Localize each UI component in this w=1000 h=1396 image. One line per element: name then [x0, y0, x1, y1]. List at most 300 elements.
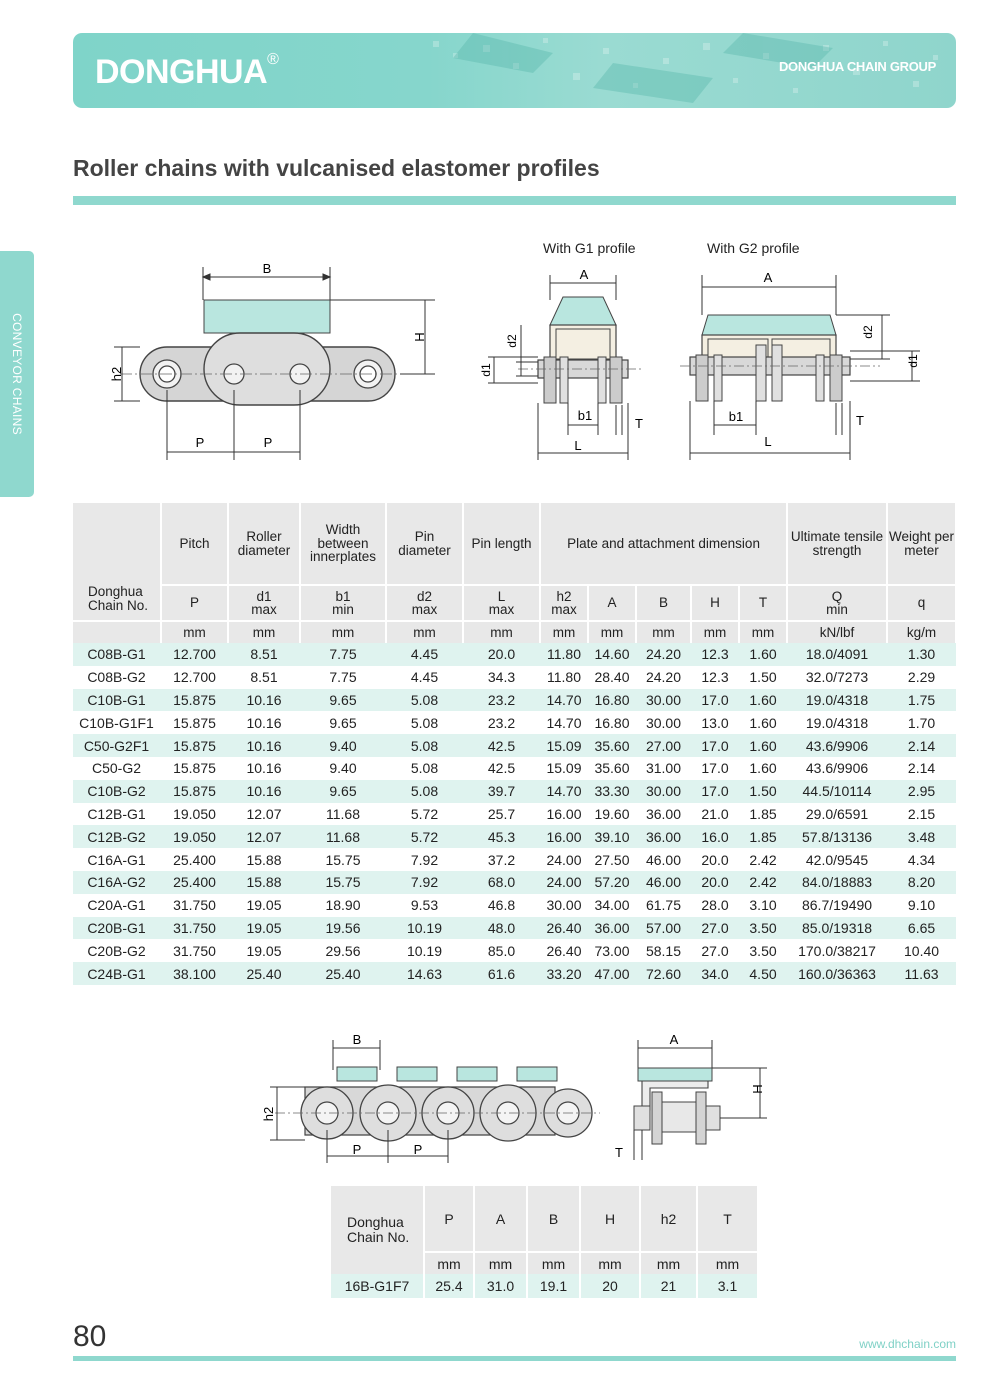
dim-P-label-2: P	[263, 435, 273, 450]
table-cell: 33.30	[588, 780, 636, 803]
table-row	[73, 962, 956, 985]
f7-unit: mm	[424, 1252, 474, 1274]
table-cell: 17.0	[691, 780, 739, 803]
g1-dim-d2: d2	[505, 334, 519, 348]
table-cell: 1.85	[739, 803, 787, 826]
table-cell: 9.65	[300, 711, 386, 734]
table-cell: 5.72	[386, 825, 463, 848]
chain-no-cell: C20B-G1	[73, 917, 161, 940]
col-roller: Roller diameter	[228, 503, 300, 585]
unit-cell: kN/lbf	[787, 621, 887, 643]
table-cell: 30.00	[636, 689, 691, 712]
f7-dim-H: H	[750, 1084, 765, 1094]
f7-spec-table	[331, 1186, 759, 1298]
unit-cell: mm	[540, 621, 588, 643]
table-cell: 10.16	[228, 780, 300, 803]
g2-dim-A: A	[763, 270, 773, 285]
table-cell: 31.00	[636, 757, 691, 780]
table-row	[73, 689, 956, 712]
table-cell: 27.0	[691, 917, 739, 940]
col-pitch: Pitch	[161, 503, 228, 585]
table-cell: 24.20	[636, 666, 691, 689]
table-cell: 15.75	[300, 848, 386, 871]
table-cell: 12.3	[691, 666, 739, 689]
col-weight: Weight per meter	[887, 503, 956, 585]
table-cell: 20.0	[463, 643, 540, 666]
table-cell: 26.40	[540, 939, 588, 962]
table-cell: 5.08	[386, 711, 463, 734]
chain-no-cell: C20A-G1	[73, 894, 161, 917]
table-cell: 44.5/10114	[787, 780, 887, 803]
figure-g1-section	[478, 265, 648, 465]
f7-unit: mm	[474, 1252, 527, 1274]
sym-H: H	[691, 585, 739, 621]
f7-dim-P-2: P	[413, 1142, 423, 1157]
chain-no-cell: C08B-G1	[73, 643, 161, 666]
table-cell: 19.60	[588, 803, 636, 826]
title-divider	[73, 196, 956, 205]
table-cell: 15.875	[161, 780, 228, 803]
table-cell: 28.0	[691, 894, 739, 917]
chain-no-cell: C20B-G2	[73, 939, 161, 962]
table-cell: 17.0	[691, 689, 739, 712]
table-cell: 16.00	[540, 803, 588, 826]
table-cell: 38.100	[161, 962, 228, 985]
g2-dim-T: T	[856, 413, 864, 428]
g1-dim-T: T	[635, 416, 643, 431]
table-cell: 1.30	[887, 643, 956, 666]
table-cell: 26.40	[540, 917, 588, 940]
table-cell: 15.875	[161, 734, 228, 757]
f7-unit: mm	[527, 1252, 580, 1274]
table-cell: 25.7	[463, 803, 540, 826]
table-cell: 21	[640, 1274, 697, 1298]
table-cell: 1.50	[739, 666, 787, 689]
table-cell: 20.0	[691, 871, 739, 894]
table-row	[73, 734, 956, 757]
table-cell: 19.05	[228, 894, 300, 917]
table-cell: 12.700	[161, 666, 228, 689]
table-cell: 18.0/4091	[787, 643, 887, 666]
table-cell: 17.0	[691, 734, 739, 757]
inner-plate	[204, 333, 330, 405]
dim-H-label: H	[412, 332, 427, 342]
table-cell: 23.2	[463, 689, 540, 712]
dim-P-label-1: P	[195, 435, 205, 450]
unit-cell: mm	[386, 621, 463, 643]
f7-dim-h2: h2	[261, 1106, 276, 1122]
table-cell: 72.60	[636, 962, 691, 985]
table-cell: 73.00	[588, 939, 636, 962]
page-number: 80	[73, 1320, 107, 1353]
table-cell: 8.51	[228, 643, 300, 666]
table-cell: 16.0	[691, 825, 739, 848]
col-pin-dia: Pin diameter	[386, 503, 463, 585]
sym-L: L max	[463, 585, 540, 621]
f7-col-T: T	[697, 1186, 758, 1252]
table-cell: 24.20	[636, 643, 691, 666]
table-cell: 14.63	[386, 962, 463, 985]
table-cell: 160.0/36363	[787, 962, 887, 985]
table-cell: 9.40	[300, 734, 386, 757]
table-cell: 2.42	[739, 848, 787, 871]
table-cell: 10.16	[228, 689, 300, 712]
table-cell: 11.80	[540, 666, 588, 689]
table-cell: 35.60	[588, 757, 636, 780]
unit-cell: mm	[691, 621, 739, 643]
table-cell: 1.60	[739, 711, 787, 734]
table-cell: 37.2	[463, 848, 540, 871]
table-cell: 3.1	[697, 1274, 758, 1298]
table-cell: 4.34	[887, 848, 956, 871]
table-cell: 13.0	[691, 711, 739, 734]
table-cell: 14.70	[540, 711, 588, 734]
table-cell: 10.40	[887, 939, 956, 962]
table-row	[73, 825, 956, 848]
table-cell: 19.1	[527, 1274, 580, 1298]
table-cell: 15.09	[540, 734, 588, 757]
g2-dim-L: L	[764, 434, 772, 449]
table-cell: 36.00	[636, 825, 691, 848]
unit-cell: mm	[739, 621, 787, 643]
f7-dim-T: T	[615, 1145, 623, 1160]
table-row	[73, 780, 956, 803]
table-cell: 5.08	[386, 689, 463, 712]
chain-no-cell: C50-G2F1	[73, 734, 161, 757]
chain-no-cell: C24B-G1	[73, 962, 161, 985]
table-cell: 2.14	[887, 734, 956, 757]
elastomer-profile	[204, 300, 330, 333]
table-cell: 11.80	[540, 643, 588, 666]
chain-no-cell: C10B-G1	[73, 689, 161, 712]
table-row	[331, 1274, 758, 1298]
col-uts: Ultimate tensile strength	[787, 503, 887, 585]
f7-col-chain-no: Donghua Chain No.	[331, 1186, 424, 1274]
table-cell: 24.00	[540, 848, 588, 871]
unit-blank	[73, 621, 161, 643]
table-cell: 1.70	[887, 711, 956, 734]
table-cell: 3.50	[739, 939, 787, 962]
unit-cell: mm	[161, 621, 228, 643]
table-cell: 3.48	[887, 825, 956, 848]
unit-cell: mm	[588, 621, 636, 643]
table-cell: 5.08	[386, 780, 463, 803]
table-cell: 31.750	[161, 917, 228, 940]
table-cell: 8.51	[228, 666, 300, 689]
table-cell: 14.70	[540, 780, 588, 803]
dim-B-label: B	[262, 261, 272, 276]
f7-col-H: H	[580, 1186, 640, 1252]
table-cell: 34.0	[691, 962, 739, 985]
table-cell: 39.7	[463, 780, 540, 803]
table-cell: 30.00	[540, 894, 588, 917]
table-cell: 15.75	[300, 871, 386, 894]
col-pin-len: Pin length	[463, 503, 540, 585]
unit-cell: mm	[300, 621, 386, 643]
table-cell: 36.00	[636, 803, 691, 826]
f7-unit: mm	[580, 1252, 640, 1274]
f7-dim-P-1: P	[352, 1142, 362, 1157]
table-cell: 4.45	[386, 643, 463, 666]
table-cell: 2.29	[887, 666, 956, 689]
table-cell: 48.0	[463, 917, 540, 940]
table-cell: 57.00	[636, 917, 691, 940]
table-cell: 12.07	[228, 825, 300, 848]
chain-spec-rows	[73, 643, 956, 985]
table-cell: 15.875	[161, 757, 228, 780]
table-cell: 15.875	[161, 711, 228, 734]
table-cell: 11.68	[300, 825, 386, 848]
f7-dim-B: B	[352, 1032, 362, 1047]
table-cell: 25.400	[161, 848, 228, 871]
table-cell: 31.750	[161, 939, 228, 962]
f7-col-A: A	[474, 1186, 527, 1252]
table-cell: 18.90	[300, 894, 386, 917]
table-cell: 16.80	[588, 689, 636, 712]
table-cell: 42.5	[463, 734, 540, 757]
table-cell: 30.00	[636, 780, 691, 803]
table-cell: 43.6/9906	[787, 734, 887, 757]
sym-A: A	[588, 585, 636, 621]
table-cell: 45.3	[463, 825, 540, 848]
table-cell: 10.16	[228, 734, 300, 757]
table-cell: 16.00	[540, 825, 588, 848]
table-cell: 25.40	[228, 962, 300, 985]
table-cell: 24.00	[540, 871, 588, 894]
table-row	[73, 848, 956, 871]
table-cell: 25.4	[424, 1274, 474, 1298]
table-cell: 42.5	[463, 757, 540, 780]
g2-dim-d1: d1	[906, 354, 920, 368]
table-cell: 15.88	[228, 871, 300, 894]
table-cell: 20.0	[691, 848, 739, 871]
f7-col-h2: h2	[640, 1186, 697, 1252]
sym-B: B	[636, 585, 691, 621]
table-row	[73, 711, 956, 734]
table-cell: 9.65	[300, 780, 386, 803]
table-cell: 7.92	[386, 871, 463, 894]
table-cell: 9.40	[300, 757, 386, 780]
table-cell: 1.60	[739, 757, 787, 780]
table-cell: 7.92	[386, 848, 463, 871]
table-cell: 10.19	[386, 939, 463, 962]
table-cell: 28.40	[588, 666, 636, 689]
table-cell: 6.65	[887, 917, 956, 940]
table-row	[73, 803, 956, 826]
table-cell: 19.05	[228, 939, 300, 962]
figure-f7-side-view	[255, 1030, 600, 1165]
chain-no-cell: C16A-G2	[73, 871, 161, 894]
table-cell: 21.0	[691, 803, 739, 826]
table-cell: 15.875	[161, 689, 228, 712]
dim-h2-label: h2	[109, 366, 124, 382]
table-cell: 19.0/4318	[787, 711, 887, 734]
table-cell: 68.0	[463, 871, 540, 894]
table-cell: 16B-G1F7	[331, 1274, 424, 1298]
chain-no-cell: C12B-G1	[73, 803, 161, 826]
g2-profile-label: With G2 profile	[707, 240, 800, 256]
g1-dim-b1: b1	[577, 408, 593, 423]
table-cell: 19.05	[228, 917, 300, 940]
table-cell: 36.00	[588, 917, 636, 940]
group-name: DONGHUA CHAIN GROUP	[778, 59, 936, 74]
table-cell: 32.0/7273	[787, 666, 887, 689]
chain-no-cell: C10B-G2	[73, 780, 161, 803]
table-row	[73, 757, 956, 780]
table-cell: 4.50	[739, 962, 787, 985]
table-cell: 42.0/9545	[787, 848, 887, 871]
table-row	[73, 643, 956, 666]
col-plate: Plate and attachment dimension	[540, 503, 787, 585]
table-cell: 4.45	[386, 666, 463, 689]
table-cell: 3.10	[739, 894, 787, 917]
g2-dim-b1: b1	[728, 409, 744, 424]
chain-spec-table	[73, 503, 957, 985]
table-cell: 15.88	[228, 848, 300, 871]
table-cell: 10.19	[386, 917, 463, 940]
f7-col-B: B	[527, 1186, 580, 1252]
f7-dim-A: A	[669, 1032, 679, 1047]
table-cell: 11.63	[887, 962, 956, 985]
table-cell: 5.08	[386, 734, 463, 757]
table-cell: 1.50	[739, 780, 787, 803]
table-cell: 10.16	[228, 711, 300, 734]
table-cell: 58.15	[636, 939, 691, 962]
table-cell: 5.08	[386, 757, 463, 780]
figure-f7-front-view	[612, 1030, 782, 1165]
table-cell: 31.750	[161, 894, 228, 917]
sym-b1: b1 min	[300, 585, 386, 621]
table-cell: 9.10	[887, 894, 956, 917]
table-cell: 43.6/9906	[787, 757, 887, 780]
table-cell: 5.72	[386, 803, 463, 826]
table-cell: 46.00	[636, 848, 691, 871]
table-cell: 2.42	[739, 871, 787, 894]
brand-logo: DONGHUA®	[95, 51, 279, 91]
f7-unit: mm	[640, 1252, 697, 1274]
sym-h2: h2 max	[540, 585, 588, 621]
g1-dim-A: A	[579, 267, 589, 282]
g1-dim-d1: d1	[479, 363, 493, 377]
units-row	[73, 621, 956, 643]
sym-T: T	[739, 585, 787, 621]
unit-cell: mm	[636, 621, 691, 643]
table-cell: 2.95	[887, 780, 956, 803]
sym-P: P	[161, 585, 228, 621]
table-cell: 1.75	[887, 689, 956, 712]
table-cell: 8.20	[887, 871, 956, 894]
chain-no-cell: C10B-G1F1	[73, 711, 161, 734]
table-cell: 31.0	[474, 1274, 527, 1298]
table-cell: 2.14	[887, 757, 956, 780]
col-chain-no: Donghua Chain No.	[73, 503, 161, 621]
f7-col-P: P	[424, 1186, 474, 1252]
table-cell: 9.53	[386, 894, 463, 917]
table-cell: 14.70	[540, 689, 588, 712]
table-cell: 25.400	[161, 871, 228, 894]
table-cell: 170.0/38217	[787, 939, 887, 962]
table-cell: 46.8	[463, 894, 540, 917]
table-cell: 19.050	[161, 825, 228, 848]
table-cell: 10.16	[228, 757, 300, 780]
f7-unit: mm	[697, 1252, 758, 1274]
figure-g2-section	[680, 265, 925, 465]
table-cell: 2.15	[887, 803, 956, 826]
section-tab-label: CONVEYOR CHAINS	[10, 313, 24, 435]
table-cell: 20	[580, 1274, 640, 1298]
table-cell: 34.3	[463, 666, 540, 689]
table-cell: 61.6	[463, 962, 540, 985]
table-cell: 19.0/4318	[787, 689, 887, 712]
table-cell: 1.85	[739, 825, 787, 848]
section-tab	[0, 251, 34, 497]
unit-cell: mm	[463, 621, 540, 643]
sym-d2: d2 max	[386, 585, 463, 621]
table-row	[73, 871, 956, 894]
table-cell: 46.00	[636, 871, 691, 894]
table-cell: 7.75	[300, 666, 386, 689]
table-cell: 57.8/13136	[787, 825, 887, 848]
table-cell: 30.00	[636, 711, 691, 734]
table-cell: 3.50	[739, 917, 787, 940]
table-cell: 12.07	[228, 803, 300, 826]
table-cell: 57.20	[588, 871, 636, 894]
table-row	[73, 666, 956, 689]
g2-dim-d2: d2	[861, 325, 875, 339]
g1-dim-L: L	[574, 438, 582, 453]
chain-no-cell: C16A-G1	[73, 848, 161, 871]
table-cell: 47.00	[588, 962, 636, 985]
table-cell: 12.3	[691, 643, 739, 666]
chain-no-cell: C50-G2	[73, 757, 161, 780]
table-cell: 84.0/18883	[787, 871, 887, 894]
table-row	[73, 939, 956, 962]
table-row	[73, 894, 956, 917]
header-banner	[73, 33, 956, 108]
table-cell: 9.65	[300, 689, 386, 712]
table-cell: 14.60	[588, 643, 636, 666]
page-title: Roller chains with vulcanised elastomer profiles	[73, 155, 600, 181]
table-row	[73, 917, 956, 940]
chain-no-cell: C08B-G2	[73, 666, 161, 689]
table-cell: 11.68	[300, 803, 386, 826]
unit-cell: mm	[228, 621, 300, 643]
table-cell: 27.00	[636, 734, 691, 757]
table-cell: 27.0	[691, 939, 739, 962]
chain-no-cell: C12B-G2	[73, 825, 161, 848]
unit-cell: kg/m	[887, 621, 956, 643]
table-cell: 15.09	[540, 757, 588, 780]
sym-d1: d1 max	[228, 585, 300, 621]
table-cell: 85.0	[463, 939, 540, 962]
table-cell: 29.56	[300, 939, 386, 962]
table-cell: 1.60	[739, 689, 787, 712]
table-cell: 19.050	[161, 803, 228, 826]
table-cell: 33.20	[540, 962, 588, 985]
table-cell: 1.60	[739, 643, 787, 666]
table-cell: 86.7/19490	[787, 894, 887, 917]
table-cell: 85.0/19318	[787, 917, 887, 940]
table-cell: 7.75	[300, 643, 386, 666]
table-cell: 1.60	[739, 734, 787, 757]
table-cell: 35.60	[588, 734, 636, 757]
table-cell: 25.40	[300, 962, 386, 985]
table-cell: 23.2	[463, 711, 540, 734]
table-cell: 16.80	[588, 711, 636, 734]
sym-q: q	[887, 585, 956, 621]
website-link[interactable]: www.dhchain.com	[859, 1337, 956, 1351]
table-cell: 27.50	[588, 848, 636, 871]
